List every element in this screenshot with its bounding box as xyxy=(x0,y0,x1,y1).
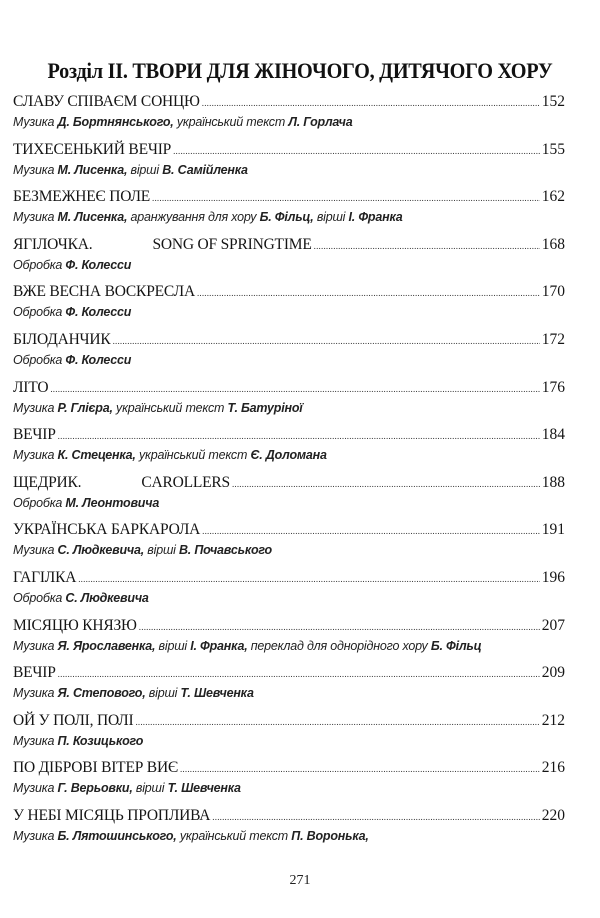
toc-title-line xyxy=(13,331,565,351)
toc-title-ua: ВЕЧІР xyxy=(13,426,56,444)
toc-credit xyxy=(13,351,565,369)
credit-name: Т. Батуріної xyxy=(227,400,303,415)
dot-leader xyxy=(139,623,540,632)
credit-role: вірші xyxy=(132,781,168,796)
toc-credit xyxy=(13,303,565,321)
toc-title-line xyxy=(13,188,565,208)
credit-name: Ф. Колесси xyxy=(65,305,132,320)
credit-role: український текст xyxy=(135,448,251,463)
credit-name: М. Лисенка, xyxy=(57,162,128,177)
dot-leader xyxy=(232,480,540,489)
credit-name: С. Людкевича, xyxy=(57,543,145,558)
credit-role: вірші xyxy=(313,210,349,225)
dot-leader xyxy=(314,242,540,251)
table-of-contents xyxy=(13,93,565,855)
credit-name: В. Самійленка xyxy=(162,162,248,177)
toc-credit xyxy=(13,637,565,655)
toc-page-number: 170 xyxy=(541,283,565,301)
credit-name: Б. Лятошинського, xyxy=(57,828,177,843)
credit-role: український текст xyxy=(173,115,289,129)
dot-leader xyxy=(180,765,540,774)
toc-credit xyxy=(13,399,565,417)
toc-title xyxy=(13,617,137,635)
toc-title xyxy=(13,807,210,825)
toc-page-number: 216 xyxy=(541,759,565,777)
toc-page-number: 168 xyxy=(541,235,565,253)
toc-credit xyxy=(13,446,565,464)
credit-name: С. Людкевича xyxy=(65,590,149,605)
toc-entry xyxy=(13,93,565,141)
credit-name: Д. Бортнянського, xyxy=(57,115,174,129)
credit-name: В. Почавського xyxy=(178,543,272,558)
toc-credit xyxy=(13,732,565,750)
dot-leader xyxy=(50,385,539,394)
toc-title xyxy=(13,141,171,159)
section-heading: Розділ ІІ. ТВОРИ ДЛЯ ЖІНОЧОГО, ДИТЯЧОГО ХОРУ xyxy=(47,58,553,83)
toc-title-line xyxy=(13,236,565,256)
toc-title-en: SONG OF SPRINGTIME xyxy=(152,235,312,253)
dot-leader xyxy=(113,337,540,346)
toc-title-line xyxy=(13,93,565,113)
toc-page-number: 207 xyxy=(541,616,565,634)
toc-title-line xyxy=(13,712,565,732)
credit-name: Ф. Колесси xyxy=(65,352,132,367)
toc-title-ua: ЯГІЛОЧКА. xyxy=(13,235,93,253)
toc-entry xyxy=(13,569,565,617)
toc-credit xyxy=(13,684,565,702)
toc-page-number: 152 xyxy=(541,93,565,110)
toc-title-line xyxy=(13,569,565,589)
toc-entry xyxy=(13,331,565,379)
toc-title xyxy=(13,569,76,587)
toc-entry xyxy=(13,379,565,427)
toc-title xyxy=(13,331,111,349)
credit-role: вірші xyxy=(127,162,163,177)
credit-role: Обробка xyxy=(13,495,66,510)
credit-role: Музика xyxy=(13,448,58,463)
credit-role: Обробка xyxy=(13,352,66,367)
toc-entry xyxy=(13,664,565,712)
dot-leader xyxy=(212,813,539,822)
credit-role: вірші xyxy=(144,543,179,558)
toc-title-ua: ЩЕДРИК. xyxy=(13,473,82,491)
credit-name: М. Леонтовича xyxy=(65,495,160,510)
credit-name: М. Лисенка, xyxy=(57,210,128,225)
toc-credit xyxy=(13,779,565,797)
toc-title-line xyxy=(13,426,565,446)
toc-credit xyxy=(13,494,565,512)
toc-title xyxy=(13,712,133,730)
toc-title-en: CAROLLERS xyxy=(141,473,230,491)
dot-leader xyxy=(135,718,539,727)
toc-credit xyxy=(13,161,565,179)
credit-role: вірші xyxy=(145,686,181,701)
toc-credit xyxy=(13,256,565,274)
toc-page-number: 188 xyxy=(541,473,565,491)
toc-title-line xyxy=(13,141,565,161)
credit-name: К. Стеценка, xyxy=(57,448,136,463)
credit-role: Музика xyxy=(13,162,58,177)
toc-title-ua: ОЙ У ПОЛІ, ПОЛІ xyxy=(13,711,134,729)
toc-title xyxy=(13,759,178,777)
toc-credit xyxy=(13,589,565,607)
toc-title-ua: ГАГІЛКА xyxy=(13,568,77,586)
toc-entry xyxy=(13,807,565,855)
toc-title xyxy=(13,664,56,682)
toc-title-line xyxy=(13,379,565,399)
toc-entry xyxy=(13,759,565,807)
toc-title xyxy=(13,188,150,206)
toc-title xyxy=(13,379,48,397)
toc-page-number: 212 xyxy=(541,711,565,729)
toc-title-line xyxy=(13,521,565,541)
credit-name: Б. Фільц, xyxy=(259,210,314,225)
credit-name: П. Воронька, xyxy=(291,828,369,843)
credit-role: Музика xyxy=(13,400,58,415)
toc-page-number: 184 xyxy=(541,426,565,444)
toc-title-ua: ВЕЧІР xyxy=(13,664,56,682)
dot-leader xyxy=(197,289,540,298)
toc-title xyxy=(13,426,56,444)
credit-role: Обробка xyxy=(13,305,66,320)
toc-title-ua: ВЖЕ ВЕСНА ВОСКРЕСЛА xyxy=(13,283,195,301)
toc-page-number: 155 xyxy=(541,140,565,158)
toc-title-line xyxy=(13,474,565,494)
toc-title-ua: ЛІТО xyxy=(13,378,49,396)
toc-credit xyxy=(13,113,565,131)
credit-role: Обробка xyxy=(13,257,66,272)
toc-page-number: 196 xyxy=(541,568,565,586)
credit-name: І. Франка, xyxy=(190,638,248,653)
credit-role: Музика xyxy=(13,115,58,129)
credit-name: Я. Степового, xyxy=(57,686,146,701)
credit-role: аранжування для хору xyxy=(127,210,260,225)
credit-name: Г. Верьовки, xyxy=(57,781,133,796)
toc-page-number: 220 xyxy=(541,806,565,824)
credit-name: П. Козицького xyxy=(57,733,144,748)
toc-title-line xyxy=(13,283,565,303)
credit-role: український текст xyxy=(112,400,228,415)
credit-name: Ф. Колесси xyxy=(65,257,132,272)
toc-entry xyxy=(13,521,565,569)
toc-title-ua: УКРАЇНСЬКА БАРКАРОЛА xyxy=(13,521,201,539)
toc-entry xyxy=(13,283,565,331)
toc-credit xyxy=(13,827,565,845)
toc-title-line xyxy=(13,807,565,827)
toc-page-number: 162 xyxy=(541,188,565,206)
toc-title-line xyxy=(13,759,565,779)
credit-role: вірші xyxy=(155,638,191,653)
credit-name: Б. Фільц xyxy=(430,638,482,653)
credit-name: Є. Доломана xyxy=(250,448,327,463)
credit-role: Музика xyxy=(13,686,58,701)
toc-title-line xyxy=(13,664,565,684)
toc-title-ua: ПО ДІБРОВІ ВІТЕР ВИЄ xyxy=(13,759,178,777)
toc-entry xyxy=(13,426,565,474)
credit-role: Музика xyxy=(13,781,58,796)
credit-role: Музика xyxy=(13,733,58,748)
toc-title-ua: БЕЗМЕЖНЕЄ ПОЛЕ xyxy=(13,188,151,206)
credit-role: Музика xyxy=(13,210,58,225)
toc-entry xyxy=(13,474,565,522)
dot-leader xyxy=(152,194,540,203)
toc-title-ua: СЛАВУ СПІВАЄМ СОНЦЮ xyxy=(13,93,200,110)
toc-page-number: 191 xyxy=(541,521,565,539)
toc-entry xyxy=(13,236,565,284)
toc-title-line xyxy=(13,617,565,637)
credit-name: Т. Шевченка xyxy=(167,781,241,796)
credit-role: Обробка xyxy=(13,590,66,605)
toc-title xyxy=(13,474,230,492)
toc-title xyxy=(13,236,312,254)
credit-name: Т. Шевченка xyxy=(180,686,254,701)
credit-role: переклад для однорідного хору xyxy=(247,638,431,653)
toc-credit xyxy=(13,541,565,559)
toc-title-ua: БІЛОДАНЧИК xyxy=(13,330,111,348)
dot-leader xyxy=(202,99,540,108)
toc-credit xyxy=(13,208,565,226)
toc-entry xyxy=(13,188,565,236)
toc-title xyxy=(13,283,195,301)
toc-entry xyxy=(13,141,565,189)
toc-title-ua: У НЕБІ МІСЯЦЬ ПРОПЛИВА xyxy=(13,806,211,824)
credit-role: Музика xyxy=(13,543,58,558)
toc-title-ua: МІСЯЦЮ КНЯЗЮ xyxy=(13,616,137,634)
toc-page-number: 172 xyxy=(541,330,565,348)
toc-page-number: 209 xyxy=(541,664,565,682)
toc-page-number: 176 xyxy=(541,378,565,396)
credit-name: І. Франка xyxy=(348,210,403,225)
dot-leader xyxy=(58,670,540,679)
credit-role: український текст xyxy=(176,828,292,843)
credit-name: Я. Ярославенка, xyxy=(57,638,156,653)
toc-entry xyxy=(13,617,565,665)
toc-title-ua: ТИХЕСЕНЬКИЙ ВЕЧІР xyxy=(13,140,172,158)
dot-leader xyxy=(202,527,540,536)
credit-role: Музика xyxy=(13,828,58,843)
dot-leader xyxy=(173,147,540,156)
page-number: 271 xyxy=(289,873,311,888)
toc-title xyxy=(13,521,200,539)
toc-title xyxy=(13,93,200,111)
dot-leader xyxy=(58,432,540,441)
dot-leader xyxy=(78,575,540,584)
credit-role: Музика xyxy=(13,638,58,653)
credit-name: Л. Горлача xyxy=(288,115,353,129)
toc-entry xyxy=(13,712,565,760)
credit-name: Р. Глієра, xyxy=(57,400,113,415)
